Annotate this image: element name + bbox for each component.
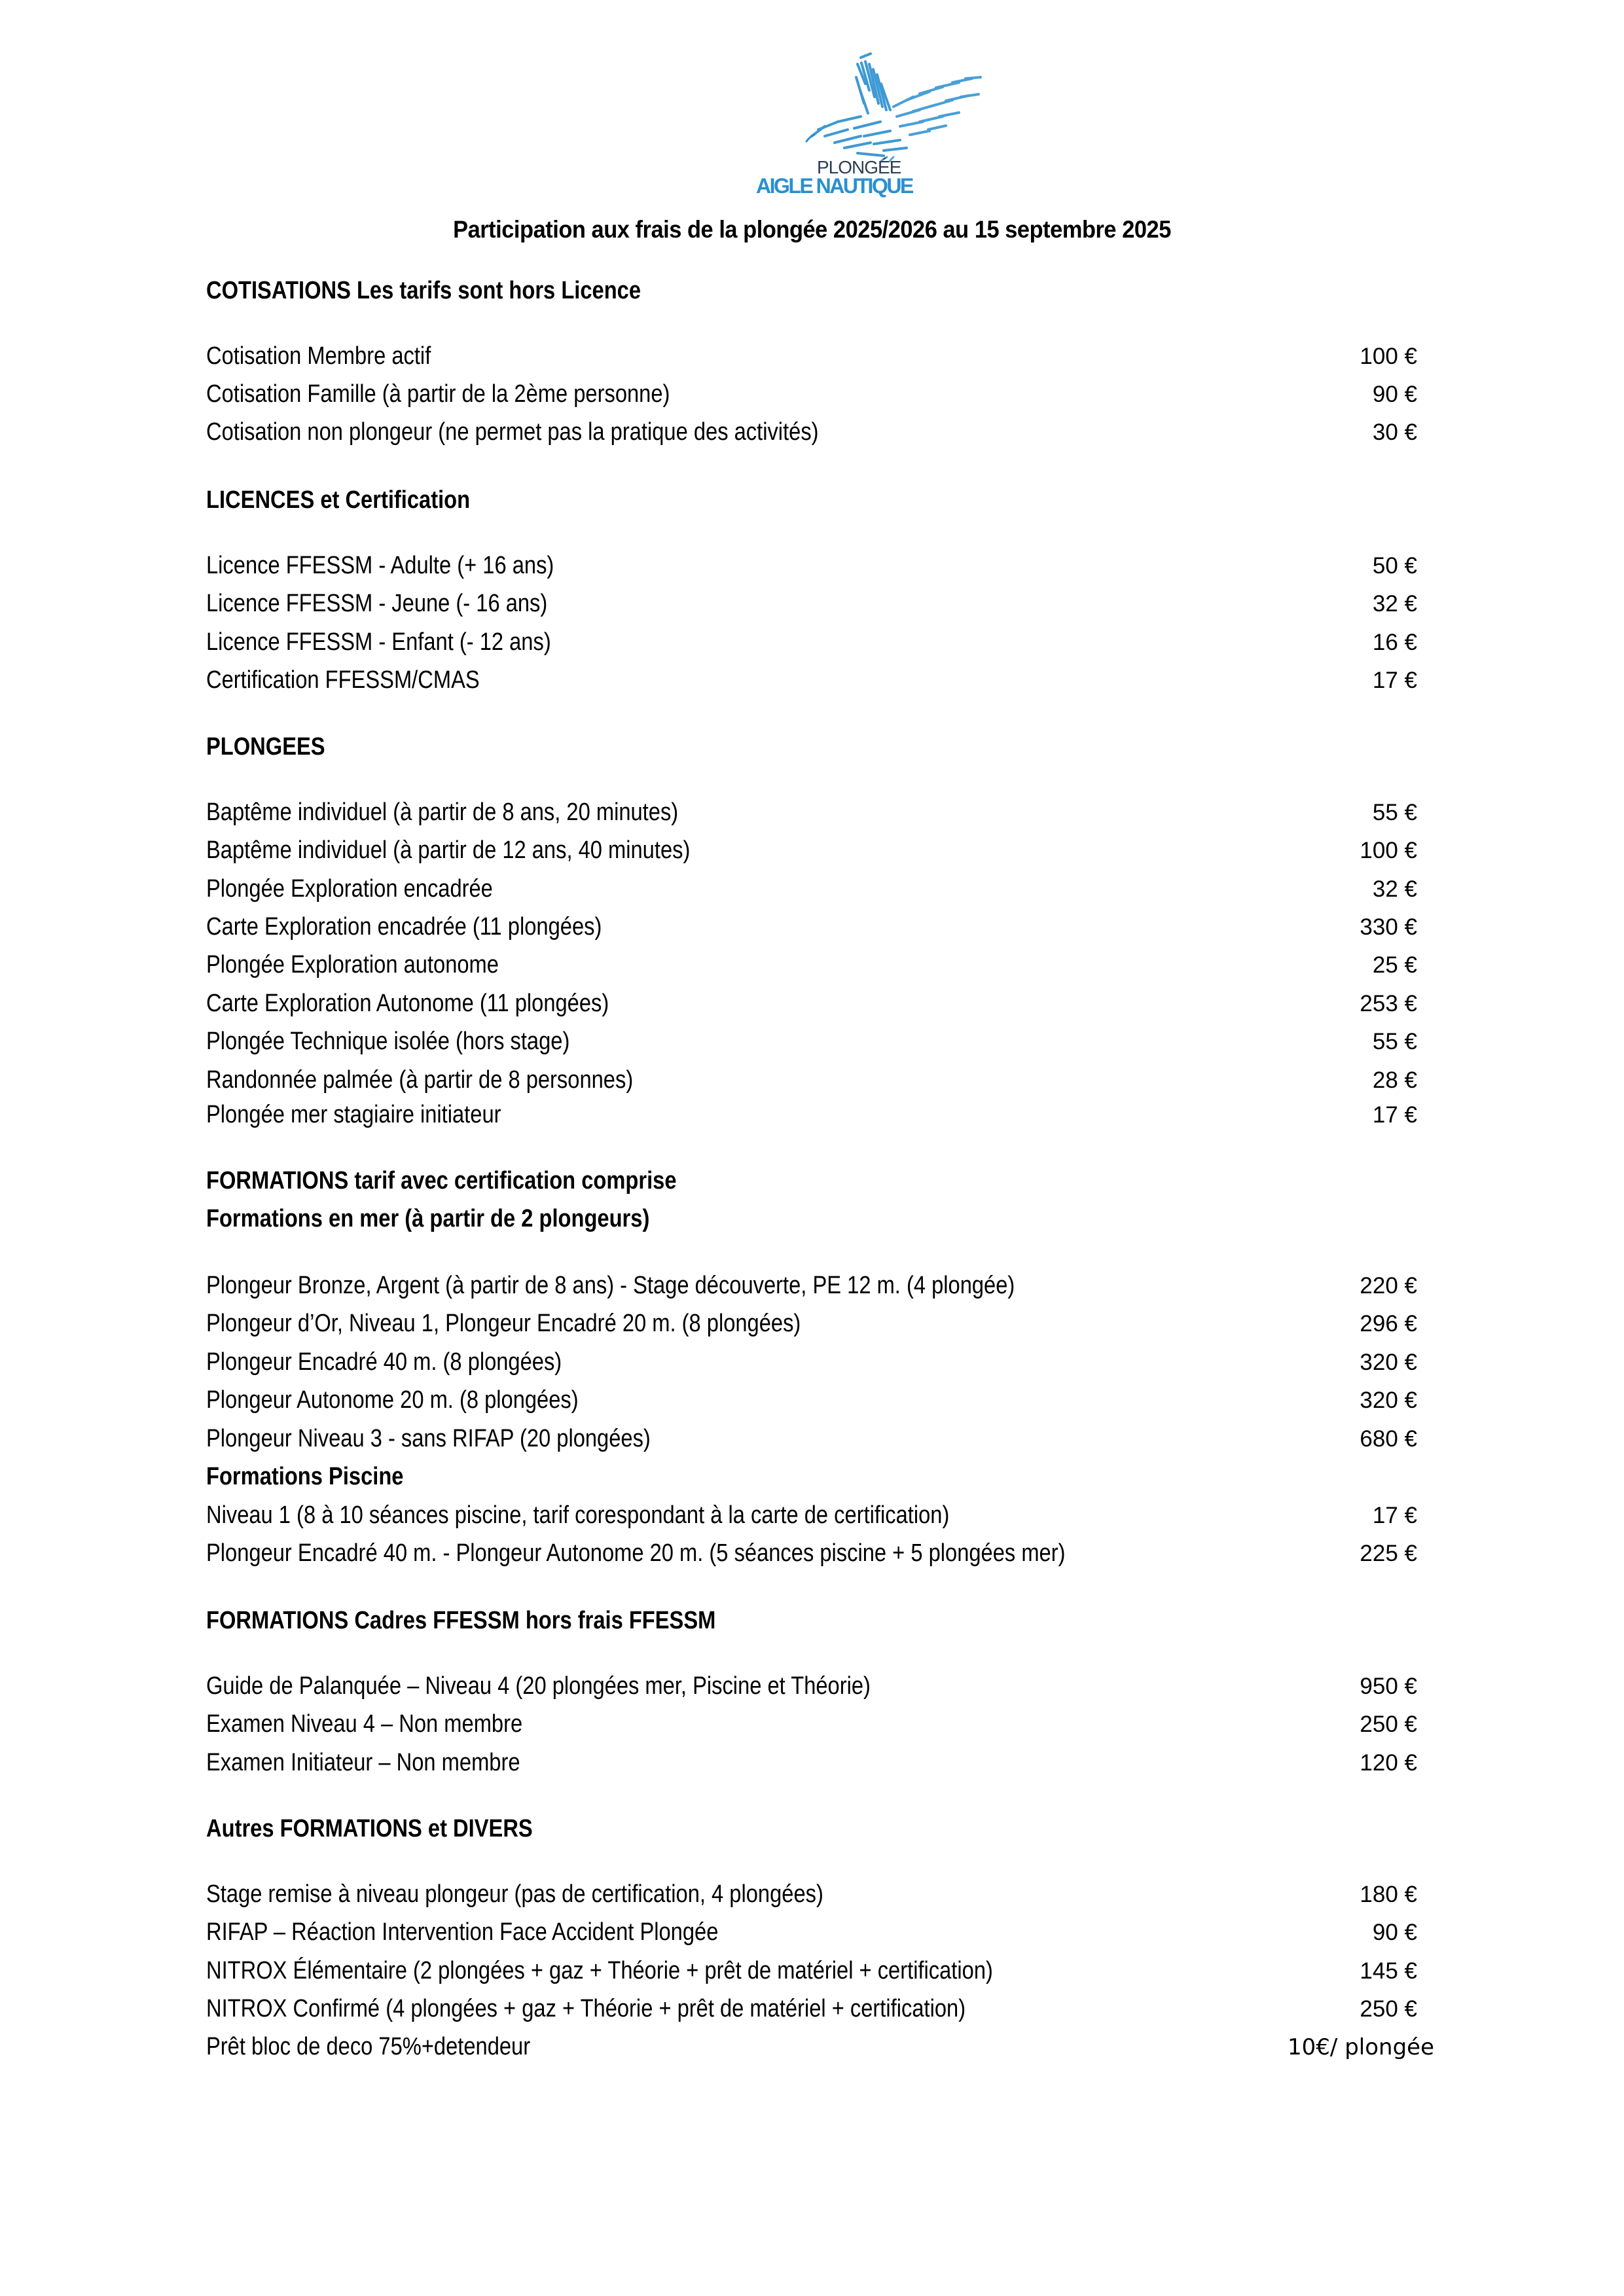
row-label: Examen Niveau 4 – Non membre — [206, 1710, 523, 1738]
subheading-formations-mer: Formations en mer (à partir de 2 plongeurs) — [206, 1205, 650, 1232]
row-label: Baptême individuel (à partir de 12 ans, 40 minutes) — [206, 836, 691, 864]
row-label: Plongeur Autonome 20 m. (8 plongées) — [206, 1386, 579, 1414]
row-label: Cotisation Membre actif — [206, 342, 431, 370]
row-label: NITROX Élémentaire (2 plongées + gaz + Théorie + prêt de matériel + certification) — [206, 1957, 993, 1984]
section-heading-cadres: FORMATIONS Cadres FFESSM hors frais FFESSM — [206, 1607, 716, 1634]
row-label: Cotisation non plongeur (ne permet pas la pratique des activités) — [206, 418, 819, 446]
row-label: RIFAP – Réaction Intervention Face Accident Plongée — [206, 1918, 719, 1946]
row-price: 250 € — [1360, 1996, 1417, 2022]
row-price: 120 € — [1360, 1750, 1417, 1776]
row-price: 25 € — [1372, 952, 1417, 978]
row-label: Examen Initiateur – Non membre — [206, 1749, 520, 1776]
row-label: Stage remise à niveau plongeur (pas de certification, 4 plongées) — [206, 1880, 823, 1908]
subheading-formations-piscine: Formations Piscine — [206, 1463, 404, 1490]
row-label: NITROX Confirmé (4 plongées + gaz + Théorie + prêt de matériel + certification) — [206, 1995, 966, 2022]
section-heading-cotisations: COTISATIONS Les tarifs sont hors Licence — [206, 277, 641, 304]
row-label: Plongeur Encadré 40 m. (8 plongées) — [206, 1348, 562, 1376]
row-price: 50 € — [1372, 553, 1417, 579]
row-price: 330 € — [1360, 914, 1417, 940]
row-price: 90 € — [1372, 1920, 1417, 1945]
row-label: Randonnée palmée (à partir de 8 personnes) — [206, 1066, 634, 1094]
row-price: 145 € — [1360, 1958, 1417, 1984]
row-price: 250 € — [1360, 1712, 1417, 1737]
row-price: 17 € — [1372, 668, 1417, 693]
section-heading-formations: FORMATIONS tarif avec certification comprise — [206, 1167, 677, 1194]
row-label: Licence FFESSM - Jeune (- 16 ans) — [206, 590, 548, 617]
row-label: Plongeur d’Or, Niveau 1, Plongeur Encadré 20 m. (8 plongées) — [206, 1310, 801, 1337]
row-price: 225 € — [1360, 1541, 1417, 1566]
row-price: 17 € — [1372, 1102, 1417, 1128]
row-label: Plongeur Niveau 3 - sans RIFAP (20 plongées) — [206, 1425, 651, 1452]
row-price: 680 € — [1360, 1426, 1417, 1452]
row-price: 253 € — [1360, 991, 1417, 1016]
row-price: 296 € — [1360, 1311, 1417, 1336]
row-label: Prêt bloc de deco 75%+detendeur — [206, 2033, 531, 2060]
row-price: 220 € — [1360, 1273, 1417, 1299]
row-price: 30 € — [1372, 420, 1417, 445]
row-label: Certification FFESSM/CMAS — [206, 666, 480, 694]
row-price: 16 € — [1372, 630, 1417, 655]
row-label: Licence FFESSM - Adulte (+ 16 ans) — [206, 552, 554, 579]
row-label: Plongeur Encadré 40 m. - Plongeur Autonome 20 m. (5 séances piscine + 5 plongées mer) — [206, 1539, 1066, 1567]
row-label: Guide de Palanquée – Niveau 4 (20 plongées mer, Piscine et Théorie) — [206, 1672, 871, 1700]
section-heading-plongees: PLONGEES — [206, 733, 325, 761]
row-price: 100 € — [1360, 838, 1417, 863]
row-price: 55 € — [1372, 1029, 1417, 1054]
row-price: 320 € — [1360, 1350, 1417, 1375]
row-label: Carte Exploration Autonome (11 plongées) — [206, 990, 609, 1017]
row-price: 28 € — [1372, 1067, 1417, 1093]
row-price: 100 € — [1360, 344, 1417, 369]
row-price: 32 € — [1372, 876, 1417, 902]
section-heading-licences: LICENCES et Certification — [206, 486, 471, 514]
row-label: Plongeur Bronze, Argent (à partir de 8 ans) - Stage découverte, PE 12 m. (4 plongée) — [206, 1272, 1015, 1299]
row-label: Plongée Technique isolée (hors stage) — [206, 1028, 570, 1055]
row-label: Carte Exploration encadrée (11 plongées) — [206, 913, 602, 941]
row-price: 950 € — [1360, 1674, 1417, 1699]
row-price: 180 € — [1360, 1882, 1417, 1907]
row-label: Cotisation Famille (à partir de la 2ème personne) — [206, 380, 670, 408]
row-label: Plongée Exploration autonome — [206, 951, 499, 978]
row-price: 17 € — [1372, 1503, 1417, 1528]
row-label: Plongée Exploration encadrée — [206, 875, 493, 903]
row-price: 32 € — [1372, 591, 1417, 617]
row-price: 90 € — [1372, 382, 1417, 407]
row-price: 10€/ plongée — [1288, 2034, 1434, 2060]
logo-text-aigle-nautique: AIGLE NAUTIQUE — [756, 174, 912, 198]
eagle-icon — [753, 45, 1001, 162]
logo-text-plongee: PLONGÉE — [817, 157, 901, 177]
row-label: Baptême individuel (à partir de 8 ans, 20 minutes) — [206, 798, 679, 826]
row-label: Licence FFESSM - Enfant (- 12 ans) — [206, 628, 551, 656]
club-logo — [753, 45, 1001, 202]
row-label: Plongée mer stagiaire initiateur — [206, 1101, 501, 1128]
section-heading-autres: Autres FORMATIONS et DIVERS — [206, 1815, 533, 1842]
page-title: Participation aux frais de la plongée 2025/2026 au 15 septembre 2025 — [453, 216, 1171, 243]
row-label: Niveau 1 (8 à 10 séances piscine, tarif corespondant à la carte de certification) — [206, 1501, 950, 1529]
row-price: 55 € — [1372, 800, 1417, 825]
row-price: 320 € — [1360, 1388, 1417, 1413]
